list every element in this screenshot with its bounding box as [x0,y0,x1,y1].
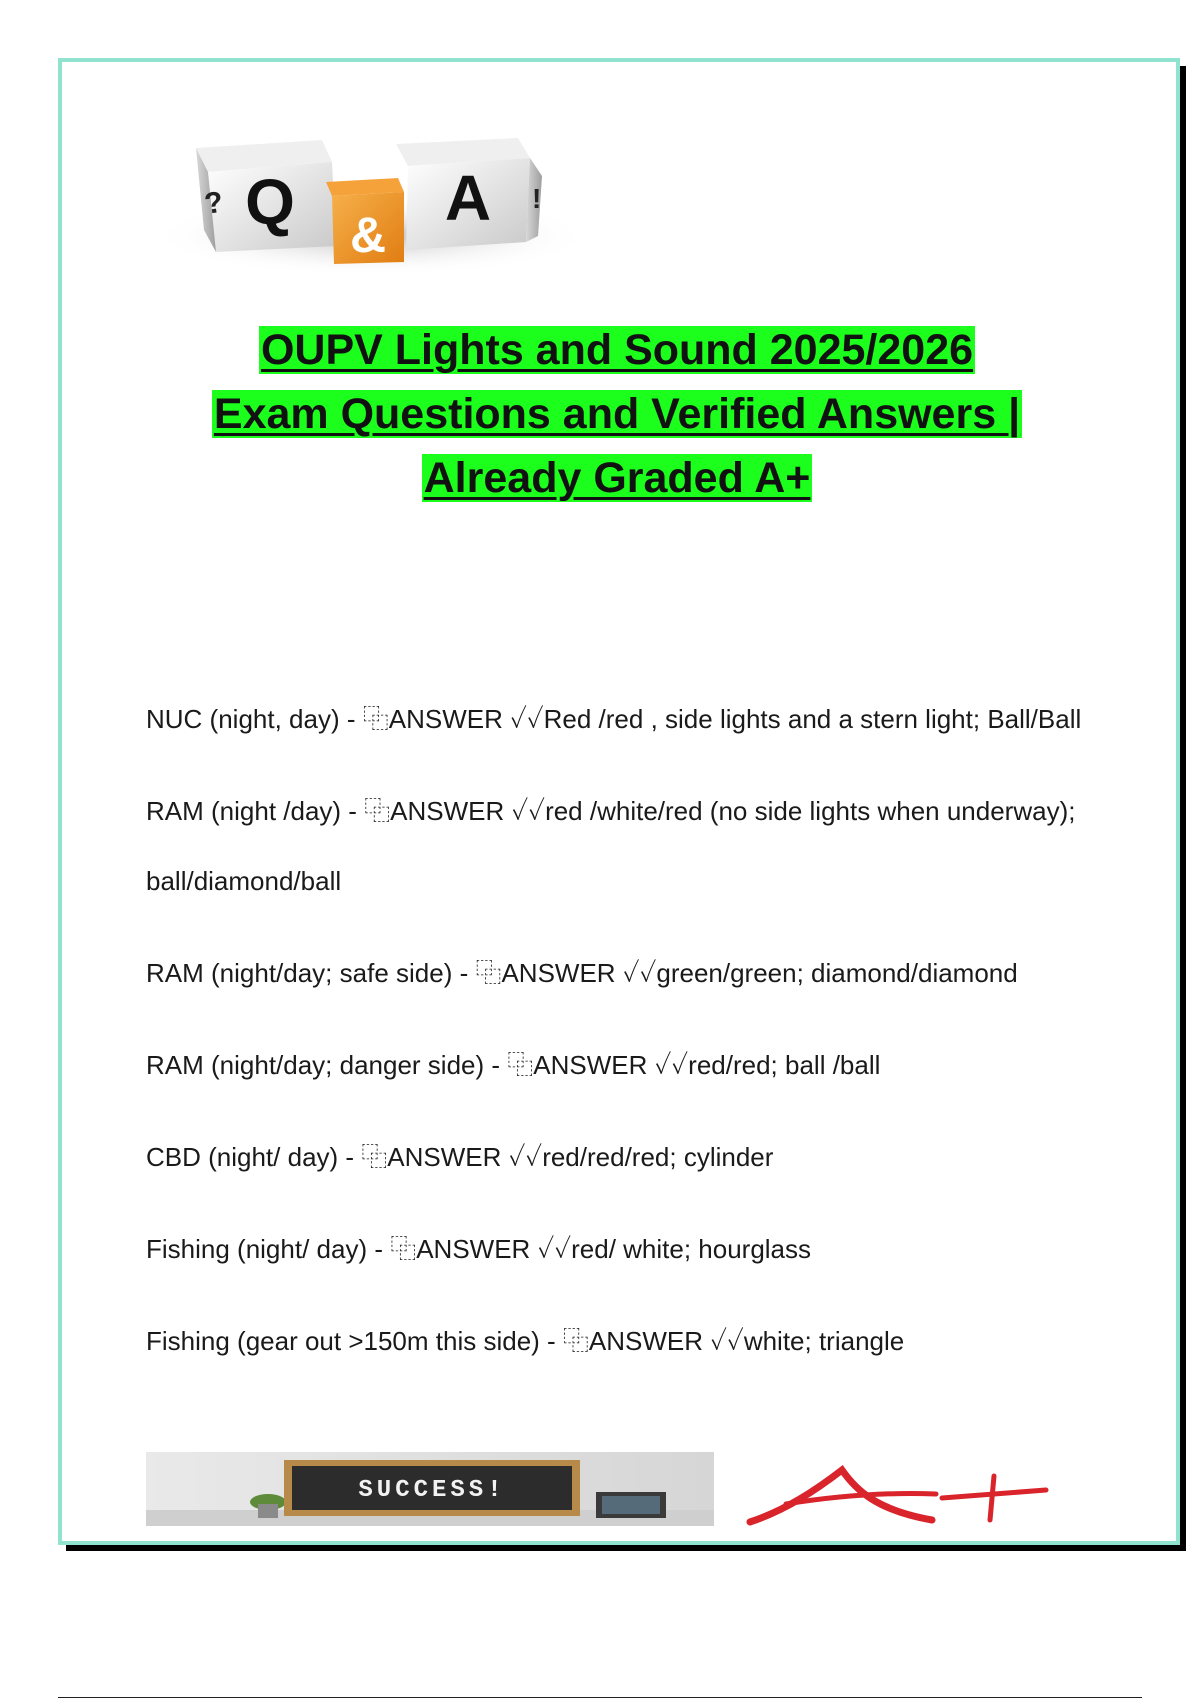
answer-marker: ⿻ANSWER ✓✓ [475,958,657,988]
answer-text: green/green; diamond/diamond [656,958,1018,988]
question-text: CBD (night/ day) - [146,1142,362,1172]
question-text: NUC (night, day) - [146,704,363,734]
qa-item [146,776,1126,916]
die-a-letter: A [444,162,492,234]
question-text: Fishing (night/ day) - [146,1234,391,1264]
answer-marker: ⿻ANSWER ✓✓ [364,796,546,826]
answer-text: red/ white; hourglass [571,1234,812,1264]
answer-marker: ⿻ANSWER ✓✓ [362,704,544,734]
qa-item [146,1030,1126,1100]
qa-item [146,938,1126,1008]
title-line-2: Exam Questions and Verified Answers | [213,390,1021,438]
answer-text: white; triangle [743,1326,905,1356]
answer-marker: ⿻ANSWER ✓✓ [562,1326,744,1356]
title-line-3: Already Graded A+ [423,454,811,502]
question-text: RAM (night /day) - [146,796,365,826]
qa-item [146,1122,1126,1192]
answer-text: red /white/red (no side lights when underway); ball/diamond/ball [146,796,1076,896]
qa-dice-logo [146,86,598,290]
svg-text:?: ? [202,185,226,221]
question-text: RAM (night/day; danger side) - [146,1050,508,1080]
success-sign-text: SUCCESS! [358,1477,506,1504]
qa-item [146,1306,1126,1376]
question-text: Fishing (gear out >150m this side) - [146,1326,563,1356]
answer-text: red/red; ball /ball [688,1050,881,1080]
die-q-letter: Q [245,166,295,238]
grade-a-plus-mark [746,1460,1058,1530]
title-line-1: OUPV Lights and Sound 2025/2026 [260,326,974,374]
answer-marker: ⿻ANSWER ✓✓ [390,1234,572,1264]
svg-text:!: ! [532,183,542,214]
answer-marker: ⿻ANSWER ✓✓ [507,1050,689,1080]
bottom-rule [58,1697,1142,1698]
document-title [100,318,1134,510]
success-sign-image [146,1452,714,1526]
answer-marker: ⿻ANSWER ✓✓ [361,1142,543,1172]
qa-item [146,1214,1126,1284]
die-ampersand: & [349,207,387,263]
qa-list [146,684,1126,1398]
answer-text: red/red/red; cylinder [542,1142,774,1172]
question-text: RAM (night/day; safe side) - [146,958,476,988]
qa-item [146,684,1126,754]
answer-text: Red /red , side lights and a stern light; Ball/Ball [543,704,1082,734]
